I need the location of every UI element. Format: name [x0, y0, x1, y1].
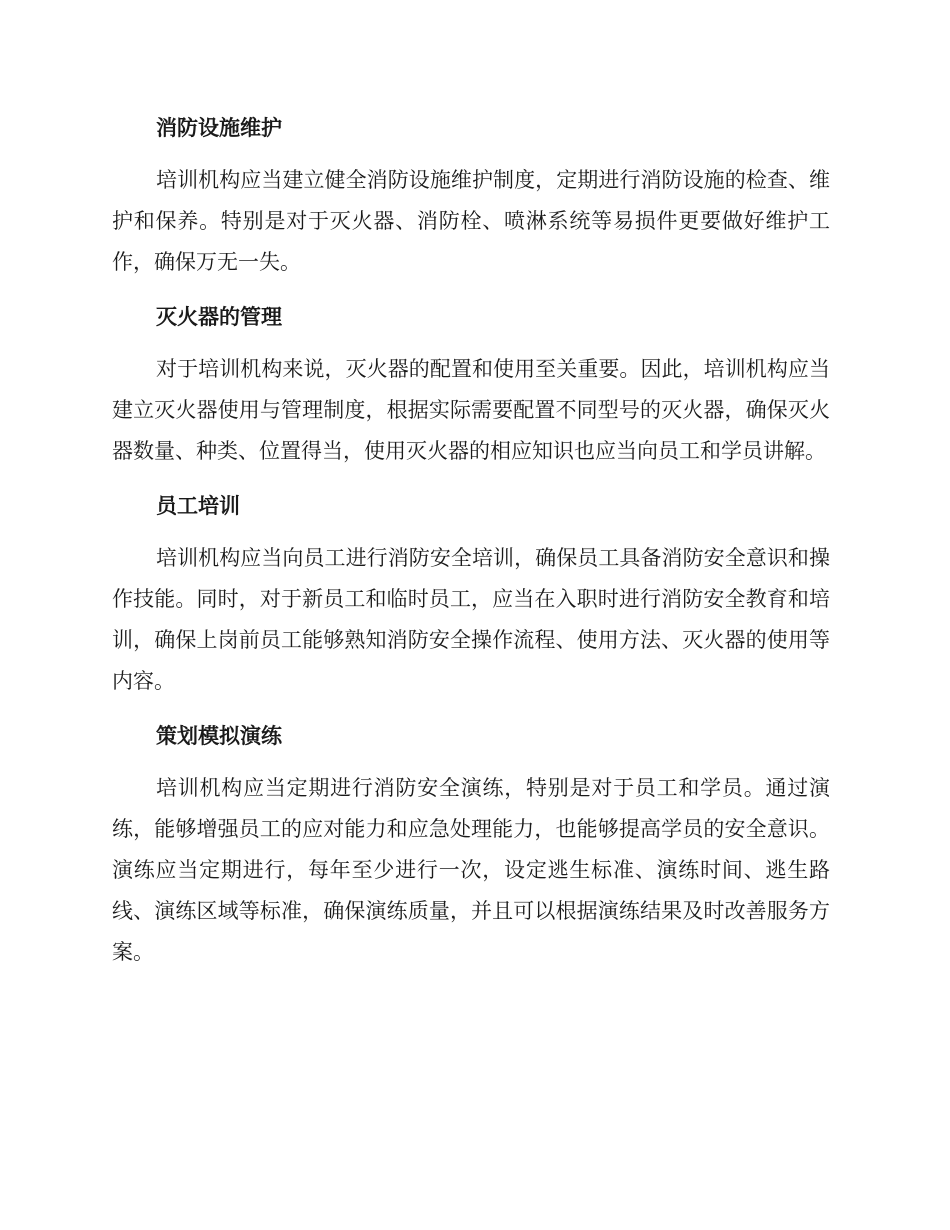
section-paragraph: 培训机构应当定期进行消防安全演练，特别是对于员工和学员。通过演练，能够增强员工的应对能力和应急处理能力，也能够提高学员的安全意识。演练应当定期进行，每年至少进行一次，设定逃生标准、演练时间、逃生路线、演练区域等标准，确保演练质量，并且可以根据演练结果及时改善服务方案。 [112, 776, 830, 964]
section-facility-maintenance [112, 108, 838, 283]
section-paragraph: 培训机构应当建立健全消防设施维护制度，定期进行消防设施的检查、维护和保养。特别是对于灭火器、消防栓、喷淋系统等易损件更要做好维护工作，确保万无一失。 [112, 168, 830, 274]
section-extinguisher-management [112, 297, 838, 472]
section-heading: 员工培训 [156, 494, 240, 518]
section-heading: 策划模拟演练 [156, 724, 282, 748]
section-paragraph: 对于培训机构来说，灭火器的配置和使用至关重要。因此，培训机构应当建立灭火器使用与管理制度，根据实际需要配置不同型号的灭火器，确保灭火器数量、种类、位置得当，使用灭火器的相应知识也应当向员工和学员讲解。 [112, 357, 830, 463]
section-heading: 消防设施维护 [156, 116, 282, 140]
section-drill-planning [112, 716, 838, 973]
section-heading: 灭火器的管理 [156, 305, 282, 329]
section-staff-training [112, 486, 838, 702]
section-paragraph: 培训机构应当向员工进行消防安全培训，确保员工具备消防安全意识和操作技能。同时，对于新员工和临时员工，应当在入职时进行消防安全教育和培训，确保上岗前员工能够熟知消防安全操作流程、使用方法、灭火器的使用等内容。 [112, 546, 830, 693]
